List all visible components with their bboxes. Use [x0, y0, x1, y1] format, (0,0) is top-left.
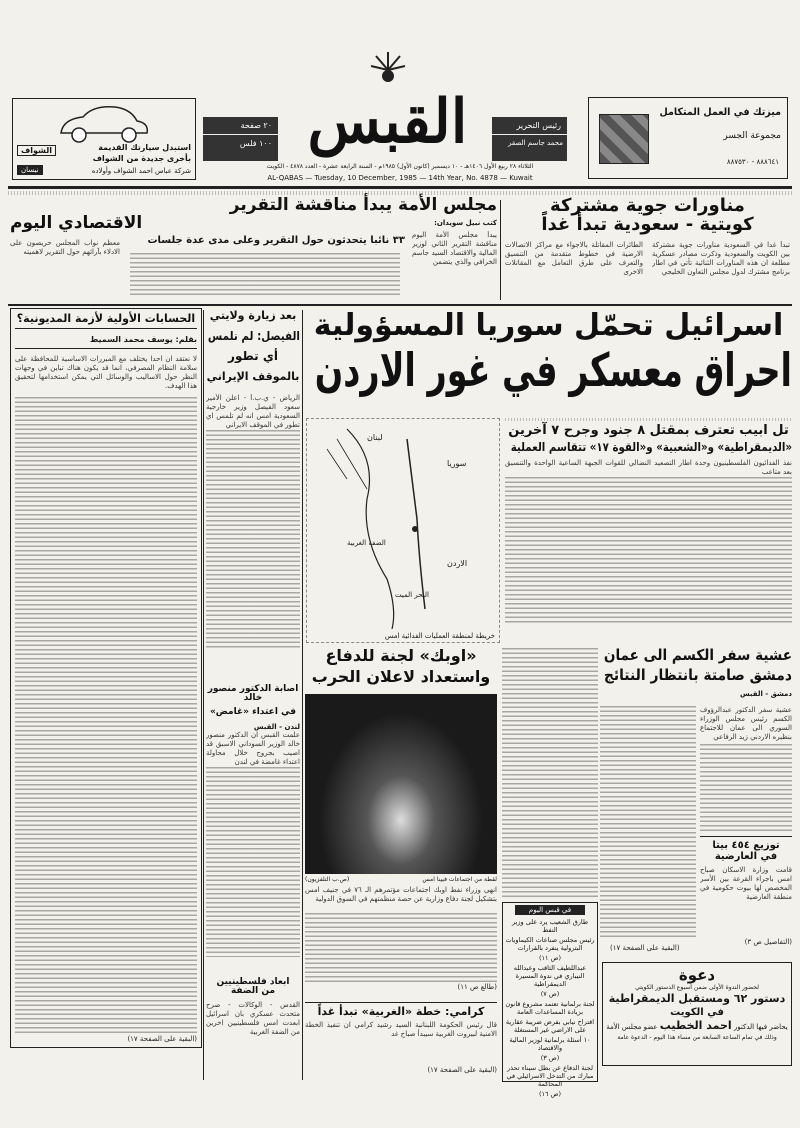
story-opec [305, 648, 497, 998]
story-karami [305, 1002, 497, 1080]
group-ad-tagline: ميزتك في العمل المتكامل [659, 107, 781, 118]
headline-line2: في اعتداء «غامض» [209, 706, 297, 717]
body-text-texture [305, 913, 497, 983]
speaker-name: احمد الخطيب [659, 1019, 732, 1032]
body-text-texture [502, 648, 598, 898]
body-text: علمت القبس ان الدكتور منصور خالد الوزير السوداني الاسبق قد اصيب بجروح خلال محاولة اعتداء غامضة في لندن [206, 731, 300, 767]
group-ad-name: مجموعة الجسر [723, 131, 781, 141]
map-caption: خريطة لمنطقة العمليات الفدائية امس [384, 632, 495, 640]
body-text-texture [206, 430, 300, 650]
map-label: البحر الميت [395, 591, 429, 599]
body-text: عشية سفر الدكتور عبدالرؤوف الكسم رئيس مجلس الوزراء السوري الى عمان للاجتماع بنظيره الاردني زيد الرفاعي [700, 706, 792, 741]
story-mansour [206, 685, 300, 975]
price: ١٠٠ فلس [239, 139, 272, 148]
editor-name: محمد جاسم الصقر [508, 139, 563, 147]
continued-note: (طالع ص ١١) [457, 982, 497, 991]
invitation-details: وذلك في تمام الساعة السابعة من مساء هذا اليوم - الدعوة عامة [617, 1034, 777, 1041]
main-headline: اسرائيل تحمّل سوريا المسؤولية [313, 308, 784, 343]
sunburst-emblem-icon [368, 50, 408, 86]
car-dealer-ad [12, 98, 196, 180]
byline: بقلم: يوسف محمد السميط [15, 335, 197, 349]
group-ad [588, 97, 788, 179]
in-today-item: طارق الشعيب يرد على وزير النفط [511, 918, 589, 934]
logo-text: القبس [307, 86, 468, 157]
story-debt-column [10, 308, 202, 1048]
story-deport [206, 978, 300, 1078]
ad-brand: الشواف [17, 145, 56, 156]
story-maneuvers [505, 197, 790, 301]
main-headline-line2: احراق معسكر في غور الاردن [314, 342, 792, 397]
editor-box [492, 117, 567, 161]
box-title: في قبس اليوم [515, 905, 585, 915]
photo-caption: لقطة من اجتماعات فيينا امس [422, 875, 497, 883]
headline: ابعاد فلسطينيين [216, 977, 290, 987]
in-today-item: رئيس مجلس صناعات الكيماويات البترولية ينفرد بالقرارات [505, 936, 595, 952]
invitation-topic: دستور ٦٢ ومستقبل الديمقراطية [608, 992, 786, 1005]
group-ad-phones: ٨٨٨٦٤١ - ٨٨٧٥٣٠ [726, 158, 779, 166]
map [306, 418, 500, 643]
body-text: القدس - الوكالات - صرح متحدث عسكري بان اسرائيل ابعدت امس فلسطينيين اخرين من الضفة الغربية [206, 1000, 300, 1036]
ad-make: نيسان [17, 165, 43, 175]
masthead-rule [8, 186, 792, 189]
headline-line2: دمشق صامتة بانتظار النتائج [603, 665, 792, 684]
body-text-2: الطائرات المقاتلة بالاجواء مع مراكز الاتصالات الارضية في خطوط متقدمة من التنسيق والتعرف على طرق التعامل مع المقاتلات الاخرى [505, 241, 643, 276]
page-count: ٢٠ صفحة [203, 117, 278, 135]
invitation-topic-2: في الكويت [670, 1007, 724, 1018]
headline: مجلس الأمة يبدأ مناقشة التقرير [229, 195, 497, 215]
body-text-texture [130, 253, 400, 297]
speaker-prefix: يحاضر فيها الدكتور [733, 1023, 788, 1031]
dateline-arabic: الثلاثاء ٢٨ ربيع الأول ١٤٠٦هـ - ١٠ ديسمبر (كانون الأول) ١٩٨٥م - السنة الرابعة عشرة - العدد ٤٨٧٨ - الكويت [266, 163, 534, 170]
dateline: لندن - القبس [253, 723, 300, 732]
ad-slogan-1: استبدل سيارتك القديمة [98, 143, 191, 152]
body-text: نفذ الفدائيون الفلسطينيون وحدة اطار التصعيد النضالي للقوات الجبهة الساعية الواحدة والتنسيق بعد متاعب [505, 459, 792, 477]
dateline-english: AL-QABAS — Tuesday, 10 December, 1985 — 14th Year, No. 4878 — Kuwait [267, 174, 533, 182]
body-text-texture [15, 397, 197, 1033]
story-iran [206, 310, 300, 680]
in-today-item: ١٠ أسئلة برلمانية لوزير المالية والاقتصاد [509, 1036, 591, 1052]
body-text-texture [206, 767, 300, 957]
body-text-texture [700, 744, 792, 832]
ad-slogan-2: بأخرى جديدة من الشواف [92, 154, 191, 163]
price-box [203, 117, 278, 161]
in-today-item: لجنة برلمانية تعتمد مشروع قانون بزيادة المساعدات العامة [505, 1000, 595, 1016]
kicker: بعد زيارة ولايتي [209, 309, 297, 322]
ad-company: شركة عباس احمد الشواف وأولاده [91, 167, 191, 175]
in-today-item: (ص ٣) [540, 1054, 560, 1062]
map-label: سوريا [447, 459, 467, 468]
continued-note: (البقية على الصفحة ١٧) [610, 944, 680, 952]
photo-credit: (ص.ب التلفزيون) [305, 875, 350, 883]
in-today-item: (ص ١٦) [539, 1090, 561, 1098]
lead-story [305, 308, 792, 397]
headline: كرامي: خطة «الغربية» تبدأ غداً [317, 1005, 485, 1018]
headline: توزيع ٤٥٤ بيتا [712, 840, 780, 851]
speaker-title: عضو مجلس الأمة [606, 1023, 658, 1031]
continued-note: (التفاصيل ص ٣) [744, 938, 792, 946]
column-divider [302, 310, 303, 1080]
in-today-item: عبداللطيف الثاقب وعبدالله النيباري في ندوة المسيرة الديمقراطية [513, 964, 587, 988]
in-today-item: (ص ٧) [540, 990, 560, 998]
subheadline-2: «الديمقراطية» و«الشعبية» و«القوة ١٧» تتقاسم العملية [510, 439, 792, 454]
body-text-texture [505, 477, 792, 625]
story-housing [700, 836, 792, 956]
subheadline: تل ابيب تعترف بمقتل ٨ جنود وجرح ٧ آخرين [508, 423, 789, 438]
headline: مناورات جوية مشتركة [550, 195, 745, 216]
headline: «اوبك» لجنة للدفاع [325, 646, 477, 665]
headline: اصابة الدكتور منصور خالد [207, 684, 299, 704]
headline-line2: الاقتصادي اليوم [10, 213, 143, 233]
in-today-box [502, 902, 598, 1098]
map-label: الاردن [447, 559, 468, 568]
headline-line2: من الضفة [230, 986, 276, 997]
body-text: قال رئيس الحكومة اللبنانية السيد رشيد كرامي ان تنفيذ الخطة الامنية لبيروت الغربية سيبدأ صباح غد [305, 1020, 497, 1038]
headline: الحسابات الأولية لأزمة المديونية؟ [15, 313, 197, 329]
section-rule [8, 304, 792, 306]
in-today-item: لجنة الدفاع عن بطل سيناء تحذر مبارك من التدخل الاسرائيلي في المحاكمة [506, 1064, 594, 1088]
headline-line2: أي تطور [228, 349, 278, 364]
decorative-band [505, 418, 792, 421]
headline-line3: بالموقف الإيراني [206, 369, 300, 383]
body-text-2: معظم نواب المجلس حريصون على الادلاء بآرائهم حول التقرير لاهميته [10, 239, 120, 256]
headline-line2: كويتية - سعودية تبدأ غداً [541, 213, 754, 235]
body-text: الرياض - ي.ب.أ - اعلن الأمير سعود الفيصل وزير خارجية السعودية امس انه لم تلمس اي تطور في الموقف الايراني [206, 394, 300, 430]
car-illustration-icon [53, 103, 153, 145]
story-assembly [10, 197, 497, 301]
cubes-graphic [599, 114, 649, 164]
column-divider [500, 200, 501, 300]
continued-note: (البقية على الصفحة ١٧) [427, 1065, 497, 1074]
in-today-list [505, 918, 595, 1098]
headline-line2: في العارضية [714, 850, 778, 862]
map-label: لبنان [367, 433, 383, 442]
byline: كتب نبيل سويدان: [434, 219, 497, 227]
in-today-item: اقتراح نيابي بفرض ضريبة عقارية على الاراضي غير المستغلة [505, 1018, 595, 1034]
story-damascus [600, 648, 792, 958]
body-text: لا نعتقد ان احدا يختلف مع المبررات الاساسية للمحافظة على سلامة النظام المصرفي، انما قد يكون هناك تباين في وجهات النظر حول الاساليب والوسائل التي يمكن استخدامها لتحقيق هذا الهدف. [15, 354, 197, 390]
in-today-item: (ص ١١) [539, 954, 561, 962]
map-label: الضفة الغربية [347, 539, 386, 547]
body-text-texture [600, 706, 696, 940]
invitation-ad [602, 962, 792, 1066]
dateline: دمشق - القبس [740, 689, 792, 698]
headline: عشية سفر الكسم الى عمان [603, 646, 792, 664]
headline: الفيصل: لم نلمس [207, 328, 300, 343]
invitation-title: دعوة [678, 966, 716, 984]
editor-title: رئيس التحرير [492, 117, 567, 135]
newspaper-logo [295, 50, 480, 160]
lead-story-body [505, 418, 792, 643]
subheadline: ٣٣ نائبا يتحدثون حول التقرير وعلى مدى عدة جلسات [147, 235, 405, 246]
body-text: قامت وزارة الاسكان صباح امس باجراء القرعة بين الأسر المخصص لها بيوت حكومية في منطقة العارضية [700, 866, 792, 901]
invitation-intro: لحضور الندوة الأولى ضمن أسبوع الدستور الكويتي [635, 984, 759, 991]
conference-photo [305, 694, 497, 874]
column-divider [203, 310, 204, 1080]
headline-line2: واستعداد لاعلان الحرب [311, 666, 491, 686]
continued-note: (البقية على الصفحة ١٧) [127, 1034, 197, 1043]
body-text: تبدأ غدا في السعودية مناورات جوية مشتركة بين الكويت والسعودية وذكرت مصادر عسكرية مطلعة ان هذه المناورات الثنائية تأتي في اطار برنامج مشترك لدول مجلس التعاون الخليجي [652, 241, 790, 276]
body-text: يبدأ مجلس الأمة اليوم مناقشة التقرير الثاني لوزير المالية والاقتصاد السيد جاسم الخرافي والذي يتضمن [412, 231, 497, 266]
body-text: انهى وزراء نفط اوبك اجتماعات مؤتمرهم الـ ٧٦ في جنيف امس بتشكيل لجنة دفاع وزارية عن حصة منظمتهم في السوق الدولية [305, 885, 497, 903]
